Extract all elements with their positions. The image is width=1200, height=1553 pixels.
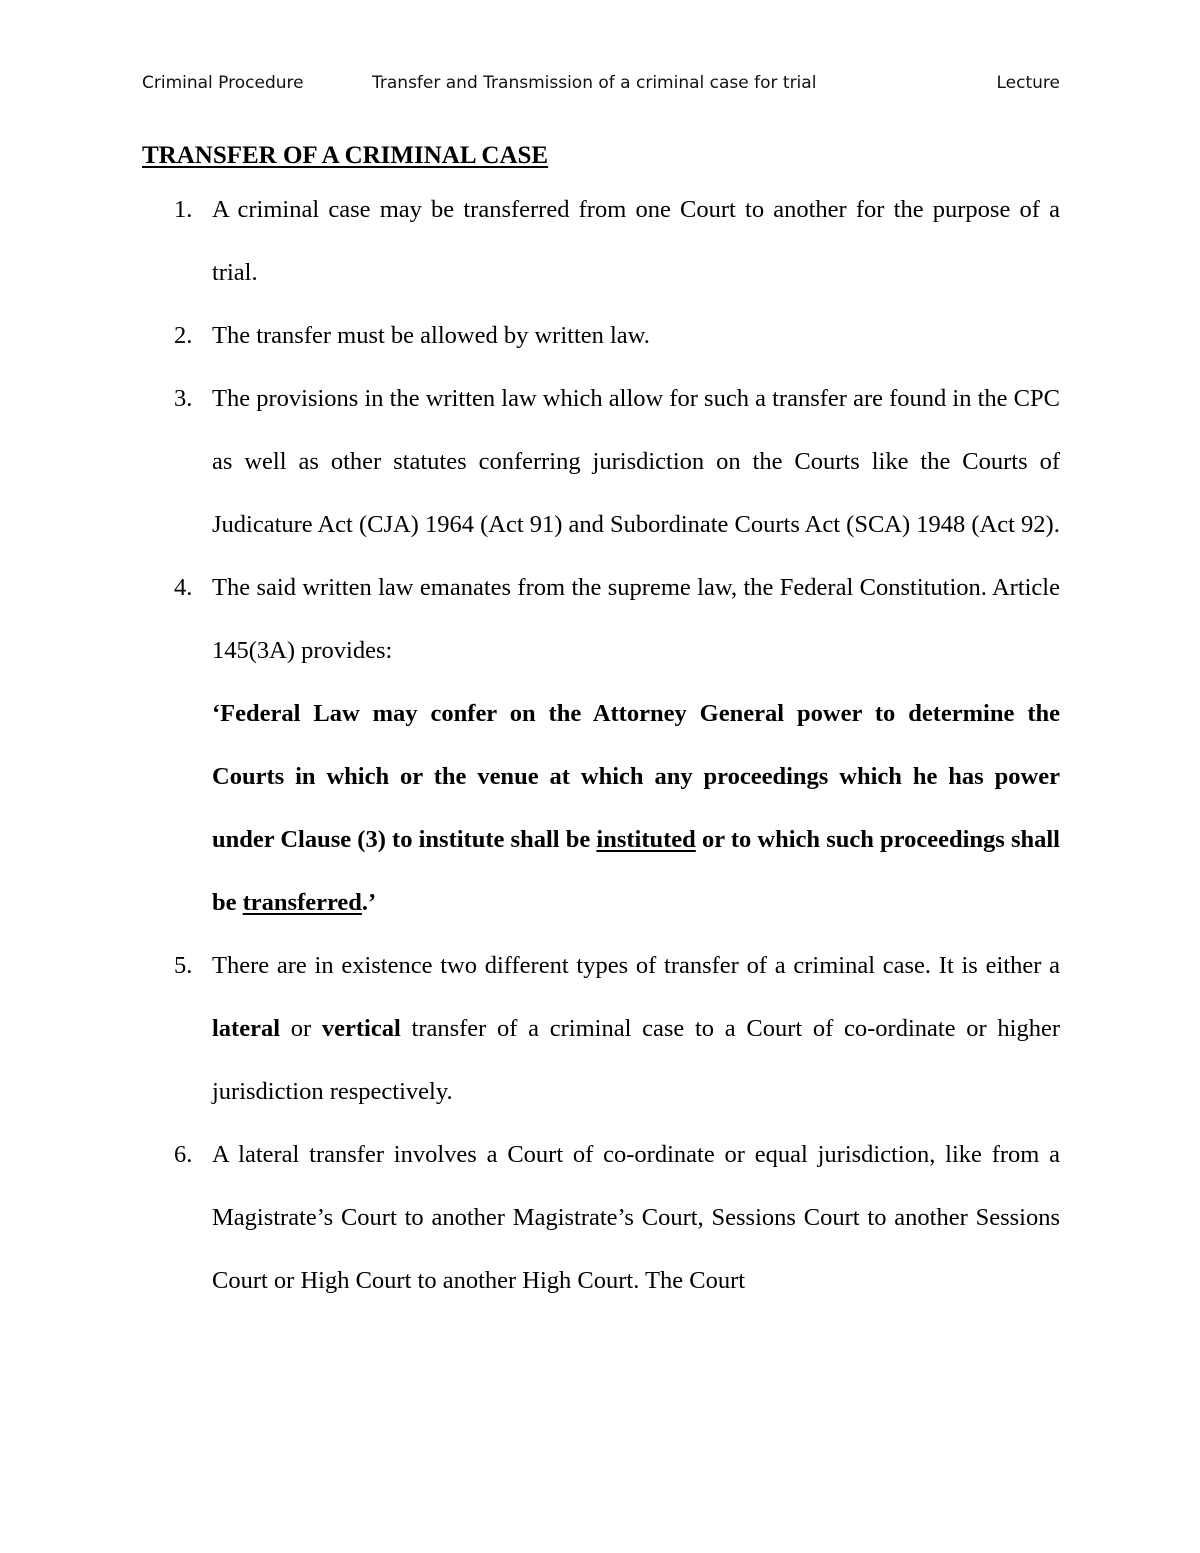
list-item-number: 6. [174, 1141, 193, 1168]
list-item [142, 367, 1060, 556]
constitution-quote [212, 682, 1060, 934]
list-item-number: 4. [174, 574, 193, 601]
list-item-text: A criminal case may be transferred from one Court to another for the purpose of a trial. [212, 196, 1060, 286]
header-topic-title: Transfer and Transmission of a criminal case for trial [372, 73, 817, 93]
text-before: There are in existence two different types of transfer of a criminal case. It is either a [212, 952, 1060, 979]
bold-term-vertical: vertical [321, 1015, 401, 1042]
header-course-title: Criminal Procedure [142, 73, 304, 93]
list-item [142, 1123, 1060, 1312]
quote-part-3: .’ [361, 889, 377, 916]
header-lecture-label: Lecture [996, 73, 1060, 93]
list-item [142, 934, 1060, 1123]
list-item-text: A lateral transfer involves a Court of co-ordinate or equal jurisdiction, like from a Magistrate’s Court to another Magistrate’s Court, Sessions Court to another Sessions Court or High Court to another High Court. The Court [212, 1141, 1060, 1294]
text-after: transfer of a criminal case to a Court of co-ordinate or higher jurisdiction respectively. [212, 1015, 1060, 1105]
list-item-text [212, 934, 1060, 1123]
list-item-text: The transfer must be allowed by written law. [212, 322, 650, 349]
list-item [142, 304, 1060, 367]
section-title: TRANSFER OF A CRIMINAL CASE [142, 142, 549, 169]
text-mid: or [290, 1015, 312, 1042]
quote-underlined-transferred: transferred [242, 889, 362, 916]
list-item-number: 2. [174, 322, 193, 349]
quote-part-1: ‘Federal Law may confer on the Attorney General power to determine the Courts in which or the venue at which any proceedings which he has power under Clause (3) to institute shall be [212, 700, 1060, 853]
quote-underlined-instituted: instituted [596, 826, 696, 853]
list-item-text: The provisions in the written law which allow for such a transfer are found in the CPC as well as other statutes conferring jurisdiction on the Courts like the Courts of Judicature Act (CJA) 1964 (Act 91) and Subordinate Courts Act (SCA) 1948 (Act 92). [212, 385, 1060, 538]
bold-term-lateral: lateral [212, 1015, 281, 1042]
list-item-number: 1. [174, 196, 193, 223]
numbered-list [142, 178, 1060, 1312]
page-header [142, 73, 1060, 99]
list-item [142, 556, 1060, 934]
list-item [142, 178, 1060, 304]
list-item-number: 5. [174, 952, 193, 979]
quote-part-2: or to which such proceedings shall be [212, 826, 1060, 916]
list-item-text: The said written law emanates from the supreme law, the Federal Constitution. Article 145(3A) provides: [212, 574, 1060, 664]
list-item-number: 3. [174, 385, 193, 412]
